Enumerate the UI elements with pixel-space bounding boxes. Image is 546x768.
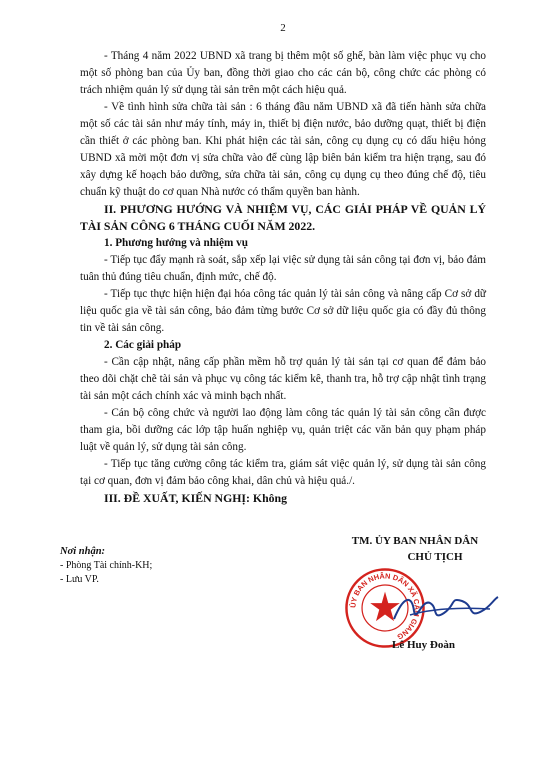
recipients-block [60,545,152,587]
signature-block [330,533,500,651]
sub-heading: 2. Các giải pháp [104,339,182,351]
recipients-title: Nơi nhận: [60,546,106,557]
paragraph: - Tiếp tục thực hiện hiện đại hóa công tác quản lý tài sản công và nâng cấp Cơ sở dữ liệu quốc gia về tài sản công, bảo đảm từng bước Cơ sở dữ liệu quốc gia có đầy đủ thông tin về tài sản công. [80,288,486,334]
signature-org: TM. ỦY BAN NHÂN DÂN [351,535,479,547]
paragraph: - Tiếp tục tăng cường công tác kiểm tra, giám sát việc quản lý, sử dụng tài sản công tại cơ quan, đơn vị đảm bảo công khai, dân chủ và hiệu quả./. [80,458,486,487]
sub-heading: 1. Phương hướng và nhiệm vụ [104,237,248,249]
document-footer [60,533,486,673]
section-heading: II. PHƯƠNG HƯỚNG VÀ NHIỆM VỤ, CÁC GIẢI PHÁP VỀ QUẢN LÝ TÀI SẢN CÔNG 6 THÁNG CUỐI NĂM 2022. [80,202,486,233]
recipient-item: - Lưu VP. [60,574,99,585]
paragraph: - Cán bộ công chức và người lao động làm công tác quản lý tài sản công cần được tham gia, bồi dưỡng các lớp tập huấn nghiệp vụ, quản triệt các văn bản quy phạm pháp luật về quản lý, sử dụng tài sản công. [80,407,486,453]
signature-title: CHỦ TỊCH [407,551,463,563]
page-number: 2 [280,22,286,34]
handwritten-signature-icon [390,589,500,629]
paragraph: - Tiếp tục đẩy mạnh rà soát, sắp xếp lại việc sử dụng tài sản công tại đơn vị, bảo đảm tuân thủ đúng tiêu chuẩn, định mức, chế độ. [80,254,486,283]
paragraph: - Về tình hình sửa chữa tài sản : 6 tháng đầu năm UBND xã đã tiến hành sửa chữa một số các tài sản như máy tính, máy in, thiết bị điện nước, bảo dưỡng quạt, thiết bị điện cần thiết ở các phòng ban. Khi phát hiện các tài sản, công cụ dụng cụ có dấu hiệu hỏng UBND xã mời một đơn vị sửa chữa vào để cùng lập biên bản kiểm tra hiện trạng, sau đó xây dựng kế hoạch bảo dưỡng, sửa chữa tài sản, công cụ dụng cụ theo đúng chế độ, tiêu chuẩn kỹ thuật do cơ quan Nhà nước có thẩm quyền ban hành. [80,101,486,198]
svg-text:ỦY BAN NHÂN DÂN XÃ CẨM GIANG: ỦY BAN NHÂN DÂN XÃ CẨM GIANG [348,571,422,642]
paragraph: - Tháng 4 năm 2022 UBND xã trang bị thêm một số ghế, bàn làm việc phục vụ cho một số phòng ban của Ủy ban, đồng thời giao cho các cán bộ, công chức các phòng có trách nhiệm quản lý sử dụng tài sản trên một cách hiệu quả. [80,50,486,96]
paragraph: - Cần cập nhật, nâng cấp phần mềm hỗ trợ quản lý tài sản tại cơ quan để đảm bảo theo dõi chặt chẽ tài sản và phục vụ công tác kiểm kê, thanh tra, hỗ trợ cập nhật tình trạng tài sản một cách chính xác và minh bạch nhất. [80,356,486,402]
recipient-item: - Phòng Tài chính-KH; [60,560,153,571]
signer-name: Lê Huy Đoàn [392,639,455,651]
section-heading: III. ĐỀ XUẤT, KIẾN NGHỊ: Không [104,491,287,505]
